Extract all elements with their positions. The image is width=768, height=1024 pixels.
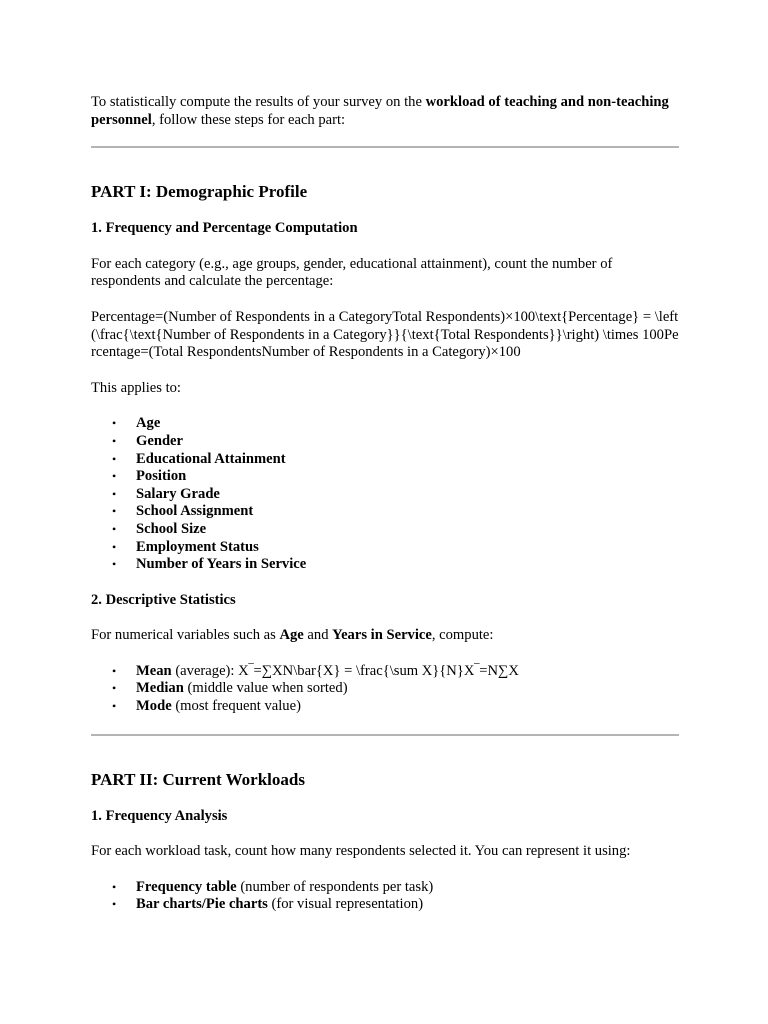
part-2-title: PART II: Current Workloads <box>91 769 305 789</box>
part-2-section-1-paragraph: For each workload task, count how many respondents selected it. You can represent it using: <box>91 843 631 860</box>
bullet-icon: • <box>112 521 117 536</box>
part-1-section-1-heading: 1. Frequency and Percentage Computation <box>91 220 358 237</box>
list-item: • Position <box>112 468 187 485</box>
list-item: • School Assignment <box>112 503 254 520</box>
part-2-section-1-heading: 1. Frequency Analysis <box>91 807 228 824</box>
list-item: • Median (middle value when sorted) <box>112 680 348 697</box>
part-1-section-2-paragraph: For numerical variables such as Age and Years in Service, compute: <box>91 627 494 644</box>
list-item: • Number of Years in Service <box>112 556 307 573</box>
list-item: • Frequency table (number of respondents per task) <box>112 878 434 895</box>
applies-to-text: This applies to: <box>91 379 181 396</box>
divider <box>91 734 679 736</box>
part-1-section-2-heading: 2. Descriptive Statistics <box>91 591 236 608</box>
bullet-icon: • <box>112 879 117 894</box>
intro-bold-text: workload of teaching and non-teaching personnel <box>91 94 669 128</box>
intro-paragraph <box>91 94 679 129</box>
list-item: • Educational Attainment <box>112 450 286 467</box>
list-item: • Gender <box>112 432 184 449</box>
list-item: • Salary Grade <box>112 485 220 502</box>
bullet-icon: • <box>112 416 117 431</box>
demographic-list <box>91 415 679 573</box>
frequency-list <box>91 879 679 914</box>
list-item: • Employment Status <box>112 538 259 555</box>
divider <box>91 146 679 148</box>
part-1-section-1-paragraph: For each category (e.g., age groups, gender, educational attainment), count the number of respondents and calculate the percentage: <box>91 255 613 290</box>
list-item: • Age <box>112 415 161 432</box>
bullet-icon: • <box>112 897 117 912</box>
list-item: • Mean (average): X‾=∑XN\bar{X} = \frac{\sum X}{N}X‾=N∑X <box>112 662 519 679</box>
statistics-list <box>91 663 679 716</box>
document-body <box>91 94 679 914</box>
bullet-icon: • <box>112 433 117 448</box>
bullet-icon: • <box>112 504 117 519</box>
list-item: • School Size <box>112 520 207 537</box>
percentage-formula: Percentage=(Number of Respondents in a CategoryTotal Respondents)×100\text{Percentage} = \left(\frac{\text{Number of Respondents in a Category}}{\text{Total Respondents}}\right) \times 100Percentage=(Total RespondentsNumber of Respondents in a Category)×100 <box>91 308 679 361</box>
bullet-icon: • <box>112 486 117 501</box>
bullet-icon: • <box>112 451 117 466</box>
bullet-icon: • <box>112 699 117 714</box>
bullet-icon: • <box>112 681 117 696</box>
part-1-title: PART I: Demographic Profile <box>91 182 308 202</box>
bullet-icon: • <box>112 539 117 554</box>
bullet-icon: • <box>112 557 117 572</box>
intro-text-start: To statistically compute the results of your survey on the <box>91 94 426 110</box>
list-item: • Bar charts/Pie charts (for visual representation) <box>112 896 424 913</box>
bullet-icon: • <box>112 469 117 484</box>
bullet-icon: • <box>112 663 117 678</box>
intro-text-end: , follow these steps for each part: <box>151 111 346 128</box>
list-item: • Mode (most frequent value) <box>112 698 301 715</box>
